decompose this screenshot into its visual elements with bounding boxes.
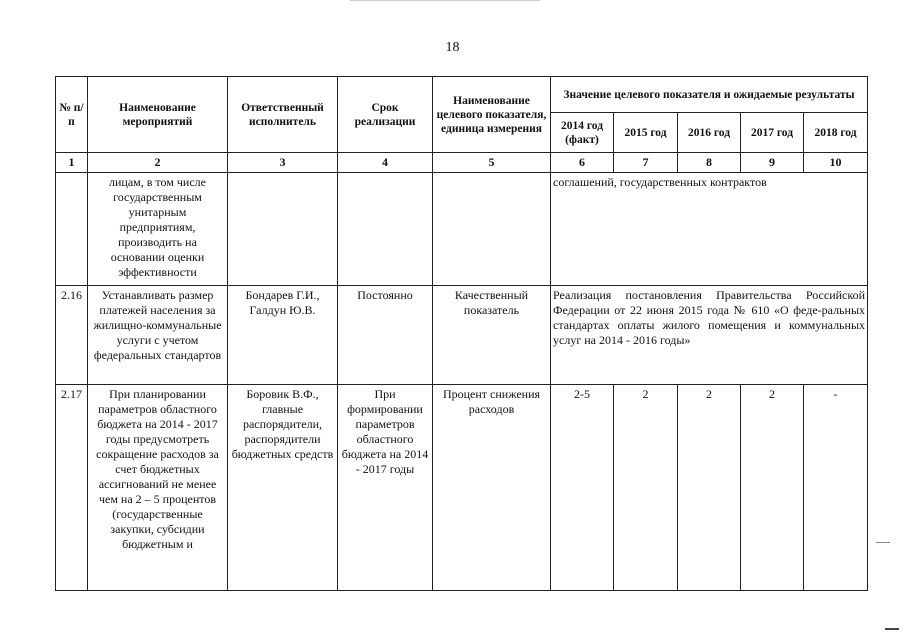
row-value-2016: 2 bbox=[678, 385, 741, 591]
header-responsible: Ответственный исполнитель bbox=[228, 77, 338, 153]
row-term: При формировании параметров областного бюджета на 2014 - 2017 годы bbox=[338, 385, 433, 591]
column-number: 2 bbox=[88, 153, 228, 173]
column-number: 4 bbox=[338, 153, 433, 173]
row-number bbox=[56, 173, 88, 286]
column-number-row bbox=[56, 153, 868, 173]
row-responsible: Бондарев Г.И., Галдун Ю.В. bbox=[228, 286, 338, 385]
header-year-2015: 2015 год bbox=[614, 113, 678, 153]
row-number: 2.17 bbox=[56, 385, 88, 591]
table-row bbox=[56, 173, 868, 286]
header-year-2014: 2014 год (факт) bbox=[551, 113, 614, 153]
row-value-2014: 2-5 bbox=[551, 385, 614, 591]
header-year-2018: 2018 год bbox=[804, 113, 868, 153]
row-term bbox=[338, 173, 433, 286]
header-target-values: Значение целевого показателя и ожидаемые результаты bbox=[551, 77, 868, 113]
row-measure: Устанавливать размер платежей населения за жилищно-коммунальные услуги с учетом федеральных стандартов bbox=[88, 286, 228, 385]
row-responsible: Боровик В.Ф., главные распорядители, распорядители бюджетных средств bbox=[228, 385, 338, 591]
column-number: 3 bbox=[228, 153, 338, 173]
row-indicator bbox=[433, 173, 551, 286]
top-scan-line bbox=[350, 0, 540, 1]
column-number: 8 bbox=[678, 153, 741, 173]
table-row bbox=[56, 286, 868, 385]
header-number: № п/п bbox=[56, 77, 88, 153]
column-number: 5 bbox=[433, 153, 551, 173]
row-indicator: Качественный показатель bbox=[433, 286, 551, 385]
margin-mark bbox=[876, 542, 890, 543]
row-result: соглашений, государственных контрактов bbox=[551, 173, 868, 286]
header-term: Срок реализации bbox=[338, 77, 433, 153]
row-measure: При планировании параметров областного бюджета на 2014 - 2017 годы предусмотреть сокращение расходов за счет бюджетных ассигнований не менее чем на 2 – 5 процентов (государственные закупки, субсидии бюджетным и bbox=[88, 385, 228, 591]
row-responsible bbox=[228, 173, 338, 286]
header-year-2016: 2016 год bbox=[678, 113, 741, 153]
page-number: 18 bbox=[445, 40, 460, 55]
column-number: 6 bbox=[551, 153, 614, 173]
measures-table bbox=[55, 76, 868, 591]
header-year-2017: 2017 год bbox=[741, 113, 804, 153]
row-measure: лицам, в том числе государственным унитарным предприятиям, производить на основании оценки эффективности bbox=[88, 173, 228, 286]
corner-mark bbox=[885, 628, 899, 630]
row-term: Постоянно bbox=[338, 286, 433, 385]
row-number: 2.16 bbox=[56, 286, 88, 385]
column-number: 1 bbox=[56, 153, 88, 173]
column-number: 7 bbox=[614, 153, 678, 173]
table-row bbox=[56, 385, 868, 591]
row-result: Реализация постановления Правительства Российской Федерации от 22 июня 2015 года № 610 «О феде-ральных стандартах оплаты жилого помещения и коммунальных услуг на 2014 - 2016 годы» bbox=[551, 286, 868, 385]
row-value-2017: 2 bbox=[741, 385, 804, 591]
row-indicator: Процент снижения расходов bbox=[433, 385, 551, 591]
header-measure: Наименование мероприятий bbox=[88, 77, 228, 153]
header-indicator: Наименование целевого показателя, единица измерения bbox=[433, 77, 551, 153]
column-number: 10 bbox=[804, 153, 868, 173]
column-number: 9 bbox=[741, 153, 804, 173]
row-value-2018: - bbox=[804, 385, 868, 591]
row-value-2015: 2 bbox=[614, 385, 678, 591]
